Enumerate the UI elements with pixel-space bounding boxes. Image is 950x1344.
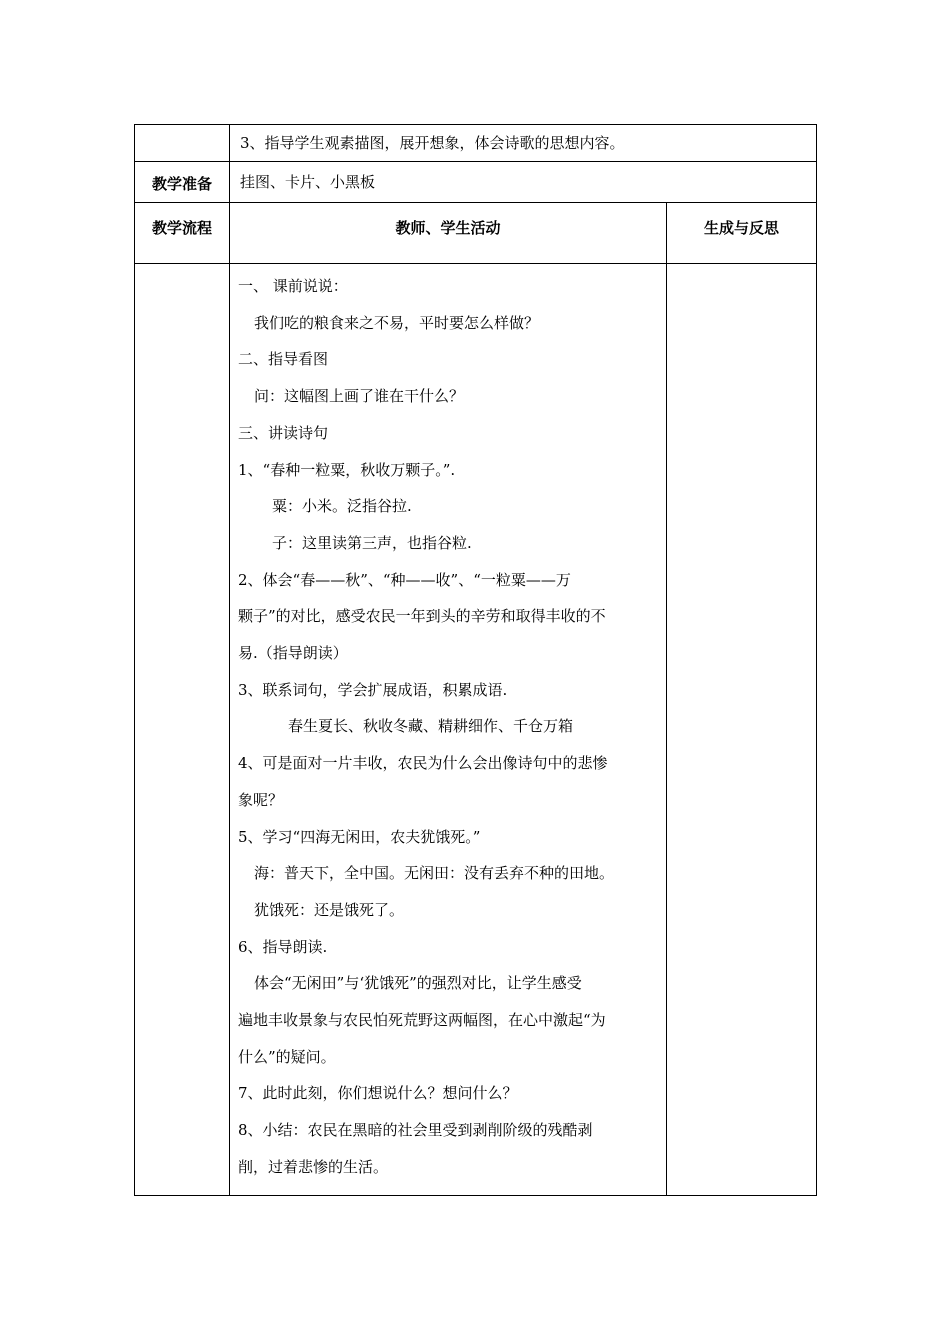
header-activities: 教师、学生活动 xyxy=(395,219,501,237)
preparation-label: 教学准备 xyxy=(151,175,212,193)
text-line: 遍地丰收景象与农民怕死荒野这两幅图，在心中激起“为 xyxy=(238,1011,606,1030)
text-line: 子：这里读第三声，也指谷粒. xyxy=(272,533,472,552)
text-line: 象呢？ xyxy=(238,790,284,809)
header-flow-cell xyxy=(135,203,230,264)
text-line: 体会“无闲田”与‘犹饿死”的强烈对比，让学生感受 xyxy=(254,974,582,993)
text-line: 什么”的疑问。 xyxy=(238,1047,336,1066)
flow-cell xyxy=(135,264,230,1196)
text-line: 问：这幅图上画了谁在干什么？ xyxy=(254,387,465,406)
activities-cell xyxy=(230,264,667,1196)
text-line: 颗子”的对比，感受农民一年到头的辛劳和取得丰收的不 xyxy=(238,607,606,626)
header-reflection: 生成与反思 xyxy=(704,219,780,237)
activities-body xyxy=(230,264,666,1186)
text-line: 3、联系词句，学会扩展成语，积累成语. xyxy=(238,680,508,699)
lesson-plan-table xyxy=(134,124,817,1196)
preparation-cell xyxy=(230,162,817,203)
text-line: 4、可是面对一片丰收，农民为什么会出像诗句中的悲惨 xyxy=(238,754,608,773)
text-line: 犹饿死：还是饿死了。 xyxy=(254,900,405,919)
objectives-row xyxy=(135,125,817,162)
text-line: 春生夏长、秋收冬藏、精耕细作、千仓万箱 xyxy=(288,717,574,736)
content-row xyxy=(135,264,817,1196)
text-line: 粟：小米。泛指谷拉. xyxy=(272,497,412,516)
reflection-cell xyxy=(667,264,817,1196)
text-line: 我们吃的粮食来之不易，平时要怎么样做？ xyxy=(254,313,540,332)
preparation-value: 挂图、卡片、小黑板 xyxy=(240,173,376,191)
text-line: 7、此时此刻，你们想说什么？想问什么？ xyxy=(238,1084,518,1103)
text-line: 一、 课前说说： xyxy=(238,277,348,295)
header-flow: 教学流程 xyxy=(151,219,212,237)
text-line: 6、指导朗读. xyxy=(238,937,328,956)
header-activities-cell xyxy=(230,203,667,264)
text-line: 三、讲读诗句 xyxy=(238,423,329,442)
objective-item-3: 3、指导学生观素描图，展开想象，体会诗歌的思想内容。 xyxy=(240,134,625,152)
preparation-label-cell xyxy=(135,162,230,203)
header-row xyxy=(135,203,817,264)
text-line: 2、体会“春——秋”、“种——收”、“一粒粟——万 xyxy=(238,570,571,589)
preparation-row xyxy=(135,162,817,203)
text-line: 易.（指导朗读） xyxy=(238,644,348,663)
objectives-cell xyxy=(230,125,817,162)
text-line: 削，过着悲惨的生活。 xyxy=(238,1157,389,1176)
text-line: 5、学习“四海无闲田，农夫犹饿死。” xyxy=(238,827,481,846)
text-line: 1、“春种一粒粟，秋收万颗子。”. xyxy=(238,460,456,479)
objectives-label-cell xyxy=(135,125,230,162)
text-line: 海：普天下，全中国。无闲田：没有丢弃不种的田地。 xyxy=(254,864,615,883)
text-line: 8、小结：农民在黑暗的社会里受到剥削阶级的残酷剥 xyxy=(238,1121,593,1140)
text-line: 二、指导看图 xyxy=(238,350,329,369)
header-reflection-cell xyxy=(667,203,817,264)
